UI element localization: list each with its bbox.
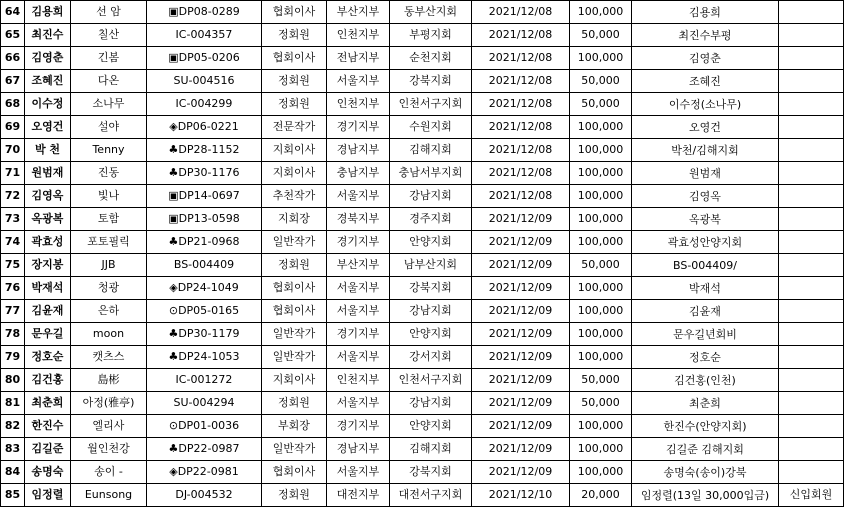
- table-row: [1, 392, 844, 415]
- note-cell: [779, 24, 844, 47]
- depositor-memo-cell: BS-004409/: [632, 254, 779, 277]
- member-code-cell: BS-004409: [147, 254, 262, 277]
- branch-cell: 경남지부: [327, 438, 390, 461]
- branch-cell: 인천지부: [327, 93, 390, 116]
- amount-cell: 100,000: [570, 415, 632, 438]
- amount-cell: 100,000: [570, 346, 632, 369]
- row-number-cell: 65: [1, 24, 25, 47]
- role-cell: 지회이사: [262, 162, 327, 185]
- chapter-cell: 안양지회: [390, 323, 472, 346]
- member-name-cell: 옥광복: [25, 208, 71, 231]
- note-cell: [779, 277, 844, 300]
- depositor-memo-cell: 김용희: [632, 1, 779, 24]
- member-code-cell: ▣DP13-0598: [147, 208, 262, 231]
- date-cell: 2021/12/09: [472, 277, 570, 300]
- alias-cell: 토함: [71, 208, 147, 231]
- date-cell: 2021/12/08: [472, 24, 570, 47]
- depositor-memo-cell: 문우길년회비: [632, 323, 779, 346]
- chapter-cell: 강북지회: [390, 277, 472, 300]
- depositor-memo-cell: 김건홍(인천): [632, 369, 779, 392]
- table-row: [1, 369, 844, 392]
- amount-cell: 50,000: [570, 70, 632, 93]
- member-code-cell: ♣DP28-1152: [147, 139, 262, 162]
- alias-cell: 송이 -: [71, 461, 147, 484]
- branch-cell: 대전지부: [327, 484, 390, 507]
- branch-cell: 서울지부: [327, 300, 390, 323]
- date-cell: 2021/12/10: [472, 484, 570, 507]
- date-cell: 2021/12/09: [472, 323, 570, 346]
- member-code-cell: ▣DP05-0206: [147, 47, 262, 70]
- chapter-cell: 남부산지회: [390, 254, 472, 277]
- date-cell: 2021/12/09: [472, 208, 570, 231]
- member-code-cell: DJ-004532: [147, 484, 262, 507]
- alias-cell: 진동: [71, 162, 147, 185]
- member-name-cell: 곽효성: [25, 231, 71, 254]
- chapter-cell: 강북지회: [390, 461, 472, 484]
- alias-cell: Tenny: [71, 139, 147, 162]
- member-code-cell: ♣DP30-1179: [147, 323, 262, 346]
- alias-cell: 긴봄: [71, 47, 147, 70]
- date-cell: 2021/12/09: [472, 231, 570, 254]
- row-number-cell: 76: [1, 277, 25, 300]
- table-row: [1, 231, 844, 254]
- branch-cell: 경기지부: [327, 415, 390, 438]
- amount-cell: 100,000: [570, 300, 632, 323]
- chapter-cell: 인천서구지회: [390, 369, 472, 392]
- depositor-memo-cell: 김윤재: [632, 300, 779, 323]
- date-cell: 2021/12/08: [472, 47, 570, 70]
- row-number-cell: 83: [1, 438, 25, 461]
- row-number-cell: 81: [1, 392, 25, 415]
- member-name-cell: 임정렬: [25, 484, 71, 507]
- alias-cell: JJB: [71, 254, 147, 277]
- date-cell: 2021/12/09: [472, 369, 570, 392]
- note-cell: [779, 323, 844, 346]
- depositor-memo-cell: 송명숙(송이)강북: [632, 461, 779, 484]
- branch-cell: 경기지부: [327, 116, 390, 139]
- branch-cell: 경기지부: [327, 231, 390, 254]
- table-row: [1, 323, 844, 346]
- note-cell: [779, 93, 844, 116]
- alias-cell: 島彬: [71, 369, 147, 392]
- depositor-memo-cell: 최춘희: [632, 392, 779, 415]
- member-name-cell: 김용희: [25, 1, 71, 24]
- branch-cell: 충남지부: [327, 162, 390, 185]
- branch-cell: 인천지부: [327, 24, 390, 47]
- role-cell: 정회원: [262, 392, 327, 415]
- date-cell: 2021/12/09: [472, 461, 570, 484]
- note-cell: [779, 70, 844, 93]
- table-row: [1, 346, 844, 369]
- depositor-memo-cell: 김영춘: [632, 47, 779, 70]
- note-cell: [779, 346, 844, 369]
- chapter-cell: 부평지회: [390, 24, 472, 47]
- amount-cell: 100,000: [570, 461, 632, 484]
- date-cell: 2021/12/09: [472, 346, 570, 369]
- row-number-cell: 67: [1, 70, 25, 93]
- alias-cell: 청광: [71, 277, 147, 300]
- row-number-cell: 82: [1, 415, 25, 438]
- depositor-memo-cell: 한진수(안양지회): [632, 415, 779, 438]
- amount-cell: 100,000: [570, 139, 632, 162]
- chapter-cell: 안양지회: [390, 415, 472, 438]
- table-row: [1, 116, 844, 139]
- date-cell: 2021/12/08: [472, 93, 570, 116]
- branch-cell: 서울지부: [327, 277, 390, 300]
- chapter-cell: 순천지회: [390, 47, 472, 70]
- table-row: [1, 461, 844, 484]
- branch-cell: 부산지부: [327, 1, 390, 24]
- member-code-cell: ⊙DP05-0165: [147, 300, 262, 323]
- chapter-cell: 강남지회: [390, 392, 472, 415]
- note-cell: [779, 185, 844, 208]
- note-cell: [779, 231, 844, 254]
- note-cell: [779, 254, 844, 277]
- member-code-cell: IC-004299: [147, 93, 262, 116]
- date-cell: 2021/12/08: [472, 185, 570, 208]
- note-cell: [779, 139, 844, 162]
- member-code-cell: ◈DP22-0981: [147, 461, 262, 484]
- role-cell: 정회원: [262, 254, 327, 277]
- amount-cell: 100,000: [570, 116, 632, 139]
- amount-cell: 100,000: [570, 1, 632, 24]
- alias-cell: 월인천강: [71, 438, 147, 461]
- member-code-cell: ♣DP21-0968: [147, 231, 262, 254]
- amount-cell: 100,000: [570, 185, 632, 208]
- table-row: [1, 484, 844, 507]
- role-cell: 부회장: [262, 415, 327, 438]
- branch-cell: 부산지부: [327, 254, 390, 277]
- amount-cell: 50,000: [570, 392, 632, 415]
- note-cell: [779, 461, 844, 484]
- member-name-cell: 문우길: [25, 323, 71, 346]
- branch-cell: 경북지부: [327, 208, 390, 231]
- note-cell: [779, 300, 844, 323]
- note-cell: [779, 415, 844, 438]
- member-name-cell: 박 천: [25, 139, 71, 162]
- amount-cell: 100,000: [570, 162, 632, 185]
- amount-cell: 50,000: [570, 93, 632, 116]
- alias-cell: 선 암: [71, 1, 147, 24]
- row-number-cell: 70: [1, 139, 25, 162]
- branch-cell: 서울지부: [327, 392, 390, 415]
- chapter-cell: 안양지회: [390, 231, 472, 254]
- table-body: [1, 1, 844, 507]
- note-cell: 신입회원: [779, 484, 844, 507]
- member-code-cell: ▣DP14-0697: [147, 185, 262, 208]
- amount-cell: 100,000: [570, 438, 632, 461]
- amount-cell: 50,000: [570, 24, 632, 47]
- branch-cell: 서울지부: [327, 185, 390, 208]
- branch-cell: 인천지부: [327, 369, 390, 392]
- member-code-cell: ♣DP22-0987: [147, 438, 262, 461]
- table-row: [1, 438, 844, 461]
- member-code-cell: IC-004357: [147, 24, 262, 47]
- chapter-cell: 김해지회: [390, 438, 472, 461]
- alias-cell: 엘리사: [71, 415, 147, 438]
- table-row: [1, 70, 844, 93]
- table-row: [1, 1, 844, 24]
- row-number-cell: 77: [1, 300, 25, 323]
- row-number-cell: 84: [1, 461, 25, 484]
- depositor-memo-cell: 원범재: [632, 162, 779, 185]
- chapter-cell: 강남지회: [390, 300, 472, 323]
- amount-cell: 100,000: [570, 208, 632, 231]
- role-cell: 일반작가: [262, 323, 327, 346]
- date-cell: 2021/12/08: [472, 162, 570, 185]
- note-cell: [779, 208, 844, 231]
- chapter-cell: 수원지회: [390, 116, 472, 139]
- depositor-memo-cell: 최진수부평: [632, 24, 779, 47]
- date-cell: 2021/12/09: [472, 254, 570, 277]
- chapter-cell: 동부산지회: [390, 1, 472, 24]
- member-name-cell: 조혜진: [25, 70, 71, 93]
- role-cell: 지회이사: [262, 139, 327, 162]
- row-number-cell: 85: [1, 484, 25, 507]
- row-number-cell: 69: [1, 116, 25, 139]
- table-row: [1, 277, 844, 300]
- alias-cell: 포토필릭: [71, 231, 147, 254]
- alias-cell: 빛나: [71, 185, 147, 208]
- amount-cell: 100,000: [570, 47, 632, 70]
- row-number-cell: 71: [1, 162, 25, 185]
- table-row: [1, 254, 844, 277]
- branch-cell: 서울지부: [327, 70, 390, 93]
- alias-cell: 칠산: [71, 24, 147, 47]
- member-code-cell: IC-001272: [147, 369, 262, 392]
- depositor-memo-cell: 박천/김해지회: [632, 139, 779, 162]
- row-number-cell: 68: [1, 93, 25, 116]
- member-name-cell: 김건홍: [25, 369, 71, 392]
- note-cell: [779, 162, 844, 185]
- member-name-cell: 송명숙: [25, 461, 71, 484]
- date-cell: 2021/12/08: [472, 70, 570, 93]
- table-row: [1, 139, 844, 162]
- alias-cell: 은하: [71, 300, 147, 323]
- member-name-cell: 이수정: [25, 93, 71, 116]
- role-cell: 협회이사: [262, 277, 327, 300]
- alias-cell: 소나무: [71, 93, 147, 116]
- member-code-cell: ♣DP24-1053: [147, 346, 262, 369]
- row-number-cell: 72: [1, 185, 25, 208]
- amount-cell: 50,000: [570, 254, 632, 277]
- alias-cell: 아정(雅亭): [71, 392, 147, 415]
- role-cell: 일반작가: [262, 231, 327, 254]
- role-cell: 정회원: [262, 93, 327, 116]
- member-code-cell: ♣DP30-1176: [147, 162, 262, 185]
- role-cell: 일반작가: [262, 346, 327, 369]
- depositor-memo-cell: 김영옥: [632, 185, 779, 208]
- member-name-cell: 박재석: [25, 277, 71, 300]
- member-name-cell: 최진수: [25, 24, 71, 47]
- note-cell: [779, 1, 844, 24]
- depositor-memo-cell: 조혜진: [632, 70, 779, 93]
- depositor-memo-cell: 옥광복: [632, 208, 779, 231]
- member-name-cell: 장지봉: [25, 254, 71, 277]
- alias-cell: 설야: [71, 116, 147, 139]
- member-code-cell: SU-004294: [147, 392, 262, 415]
- role-cell: 일반작가: [262, 438, 327, 461]
- member-code-cell: ▣DP08-0289: [147, 1, 262, 24]
- date-cell: 2021/12/09: [472, 392, 570, 415]
- table-row: [1, 162, 844, 185]
- member-name-cell: 최춘희: [25, 392, 71, 415]
- member-code-cell: ◈DP06-0221: [147, 116, 262, 139]
- table-row: [1, 300, 844, 323]
- table-row: [1, 185, 844, 208]
- chapter-cell: 대전서구지회: [390, 484, 472, 507]
- table-row: [1, 47, 844, 70]
- role-cell: 정회원: [262, 70, 327, 93]
- note-cell: [779, 116, 844, 139]
- branch-cell: 경남지부: [327, 139, 390, 162]
- note-cell: [779, 392, 844, 415]
- member-name-cell: 정호순: [25, 346, 71, 369]
- row-number-cell: 66: [1, 47, 25, 70]
- chapter-cell: 김해지회: [390, 139, 472, 162]
- member-name-cell: 김영옥: [25, 185, 71, 208]
- role-cell: 추천작가: [262, 185, 327, 208]
- row-number-cell: 80: [1, 369, 25, 392]
- note-cell: [779, 438, 844, 461]
- row-number-cell: 75: [1, 254, 25, 277]
- table-row: [1, 415, 844, 438]
- depositor-memo-cell: 임정렬(13일 30,000입금): [632, 484, 779, 507]
- branch-cell: 서울지부: [327, 346, 390, 369]
- role-cell: 협회이사: [262, 1, 327, 24]
- amount-cell: 100,000: [570, 277, 632, 300]
- row-number-cell: 79: [1, 346, 25, 369]
- row-number-cell: 74: [1, 231, 25, 254]
- amount-cell: 20,000: [570, 484, 632, 507]
- date-cell: 2021/12/09: [472, 300, 570, 323]
- depositor-memo-cell: 이수정(소나무): [632, 93, 779, 116]
- role-cell: 정회원: [262, 24, 327, 47]
- date-cell: 2021/12/08: [472, 1, 570, 24]
- date-cell: 2021/12/08: [472, 139, 570, 162]
- alias-cell: moon: [71, 323, 147, 346]
- chapter-cell: 충남서부지회: [390, 162, 472, 185]
- note-cell: [779, 369, 844, 392]
- row-number-cell: 64: [1, 1, 25, 24]
- role-cell: 협회이사: [262, 300, 327, 323]
- chapter-cell: 인천서구지회: [390, 93, 472, 116]
- member-code-cell: ⊙DP01-0036: [147, 415, 262, 438]
- date-cell: 2021/12/09: [472, 438, 570, 461]
- member-name-cell: 한진수: [25, 415, 71, 438]
- chapter-cell: 경주지회: [390, 208, 472, 231]
- date-cell: 2021/12/08: [472, 116, 570, 139]
- member-name-cell: 김길준: [25, 438, 71, 461]
- date-cell: 2021/12/09: [472, 415, 570, 438]
- table-row: [1, 208, 844, 231]
- member-code-cell: SU-004516: [147, 70, 262, 93]
- row-number-cell: 78: [1, 323, 25, 346]
- role-cell: 지회장: [262, 208, 327, 231]
- branch-cell: 전남지부: [327, 47, 390, 70]
- role-cell: 협회이사: [262, 461, 327, 484]
- depositor-memo-cell: 오영건: [632, 116, 779, 139]
- amount-cell: 100,000: [570, 323, 632, 346]
- amount-cell: 100,000: [570, 231, 632, 254]
- chapter-cell: 강서지회: [390, 346, 472, 369]
- depositor-memo-cell: 박재석: [632, 277, 779, 300]
- depositor-memo-cell: 곽효성안양지회: [632, 231, 779, 254]
- chapter-cell: 강북지회: [390, 70, 472, 93]
- member-name-cell: 오영건: [25, 116, 71, 139]
- note-cell: [779, 47, 844, 70]
- branch-cell: 경기지부: [327, 323, 390, 346]
- table-row: [1, 24, 844, 47]
- role-cell: 지회이사: [262, 369, 327, 392]
- alias-cell: 캣츠스: [71, 346, 147, 369]
- role-cell: 협회이사: [262, 47, 327, 70]
- alias-cell: 다온: [71, 70, 147, 93]
- chapter-cell: 강남지회: [390, 185, 472, 208]
- row-number-cell: 73: [1, 208, 25, 231]
- role-cell: 전문작가: [262, 116, 327, 139]
- table-row: [1, 93, 844, 116]
- member-name-cell: 원범재: [25, 162, 71, 185]
- depositor-memo-cell: 김길준 김해지회: [632, 438, 779, 461]
- member-code-cell: ◈DP24-1049: [147, 277, 262, 300]
- member-name-cell: 김윤재: [25, 300, 71, 323]
- alias-cell: Eunsong: [71, 484, 147, 507]
- member-name-cell: 김영춘: [25, 47, 71, 70]
- branch-cell: 서울지부: [327, 461, 390, 484]
- depositor-memo-cell: 정호순: [632, 346, 779, 369]
- role-cell: 정회원: [262, 484, 327, 507]
- amount-cell: 50,000: [570, 369, 632, 392]
